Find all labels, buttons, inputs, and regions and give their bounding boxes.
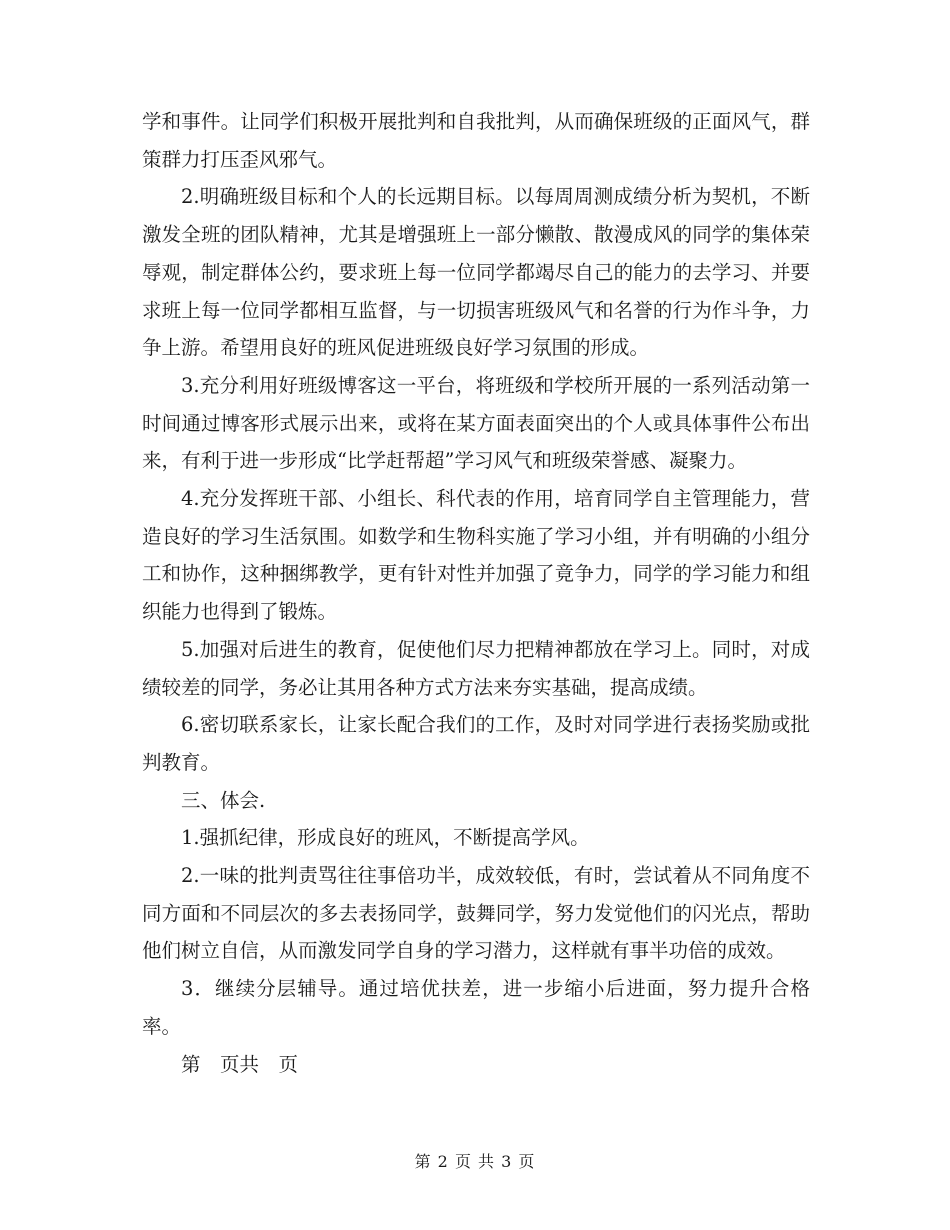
paragraph-item-5-underachievers: 5.加强对后进生的教育，促使他们尽力把精神都放在学习上。同时，对成绩较差的同学，务必让其用各种方式方法来夯实基础，提高成绩。 — [142, 637, 810, 699]
paragraph-item-3-blog: 3.充分利用好班级博客这一平台，将班级和学校所开展的一系列活动第一时间通过博客形式展示出来，或将在某方面表面突出的个人或具体事件公布出来，有利于进一步形成“比学赶帮超”学习风气和班级荣誉感、凝聚力。 — [142, 373, 810, 473]
paragraph-item-4-class-leaders: 4.充分发挥班干部、小组长、科代表的作用，培育同学自主管理能力，营造良好的学习生活氛围。如数学和生物科实施了学习小组，并有明确的小组分工和协作，这种捆绑教学，更有针对性并加强了竟争力，同学的学习能力和组织能力也得到了锻炼。 — [142, 487, 810, 624]
paragraph-reflection-1: 1.强抓纪律，形成良好的班风，不断提高学风。 — [181, 826, 590, 850]
paragraph-item-2-goals: 2.明确班级目标和个人的长远期目标。以每周周测成绩分析为契机，不断激发全班的团队精神，尤其是增强班上一部分懒散、散漫成风的同学的集体荣辱观，制定群体公约，要求班上每一位同学都竭尽自己的能力的去学习、并要求班上每一位同学都相互监督，与一切损害班级风气和名誉的行为作斗争，力争上游。希望用良好的班风促进班级良好学习氛围的形成。 — [142, 185, 810, 360]
section-heading-reflections: 三、体会. — [181, 788, 266, 812]
paragraph-reflection-2: 2.一味的批判责骂往往事倍功半，成效较低，有时，尝试着从不同角度不同方面和不同层次的多去表扬同学，鼓舞同学，努力发觉他们的闪光点，帮助他们树立自信，从而激发同学自身的学习潜力，这样就有事半功倍的成效。 — [142, 864, 810, 963]
document-body — [142, 103, 810, 1083]
paragraph-continuation: 学和事件。让同学们积极开展批判和自我批判，从而确保班级的正面风气，群策群力打压歪风邪气。 — [142, 110, 810, 171]
paragraph-item-6-parents: 6.密切联系家长，让家长配合我们的工作，及时对同学进行表扬奖励或批判教育。 — [142, 713, 810, 774]
paragraph-reflection-3: 3．继续分层辅导。通过培优扶差，进一步缩小后进面，努力提升合格率。 — [142, 977, 810, 1038]
page-number-footer: 第 2 页 共 3 页 — [414, 1152, 536, 1171]
inline-page-placeholder: 第 页共 页 — [181, 1052, 299, 1076]
